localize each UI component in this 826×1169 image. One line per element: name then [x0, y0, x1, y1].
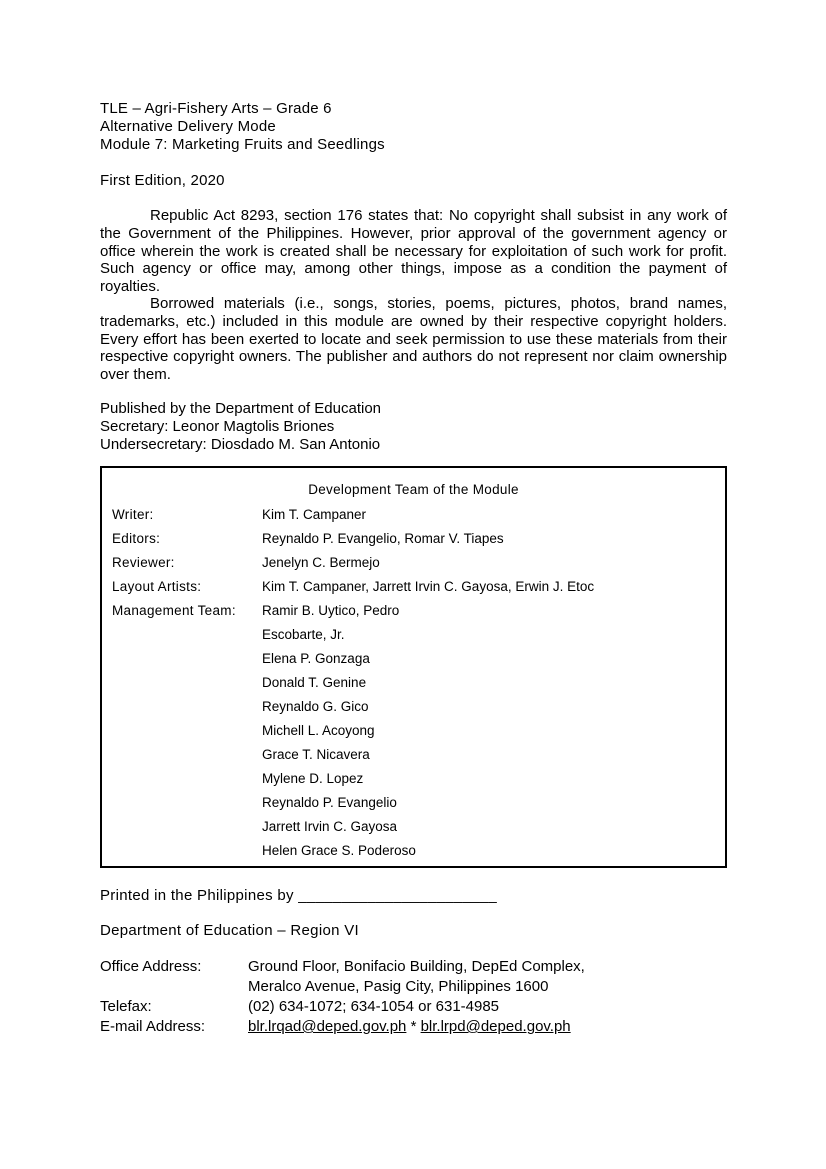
printed-by-line: Printed in the Philippines by _______________________ — [100, 887, 498, 904]
team-member-name: Elena P. Gonzaga — [262, 651, 370, 666]
email-separator: * — [406, 1018, 421, 1035]
team-member-name: Donald T. Genine — [262, 675, 367, 690]
region-line: Department of Education – Region VI — [100, 922, 359, 939]
team-member-name: Kim T. Campaner — [262, 507, 367, 522]
undersecretary-line: Undersecretary: Diosdado M. San Antonio — [100, 436, 381, 453]
team-role-label: Reviewer: — [112, 555, 175, 570]
team-member-name: Michell L. Acoyong — [262, 723, 375, 738]
telefax-label: Telefax: — [100, 998, 152, 1015]
team-member-name: Grace T. Nicavera — [262, 747, 370, 762]
team-member-name: Reynaldo P. Evangelio, Romar V. Tiapes — [262, 531, 504, 546]
team-member-name: Mylene D. Lopez — [262, 771, 364, 786]
office-address-line1: Ground Floor, Bonifacio Building, DepEd Complex, — [248, 958, 585, 975]
secretary-line: Secretary: Leonor Magtolis Briones — [100, 418, 335, 435]
email-addresses — [248, 1018, 571, 1035]
office-address-line2: Meralco Avenue, Pasig City, Philippines 1600 — [248, 978, 549, 995]
team-member-name: Helen Grace S. Poderoso — [262, 843, 416, 858]
team-member-name: Ramir B. Uytico, Pedro — [262, 603, 400, 618]
team-role-label: Writer: — [112, 507, 154, 522]
telefax-value: (02) 634-1072; 634-1054 or 631-4985 — [248, 998, 500, 1015]
team-member-name: Escobarte, Jr. — [262, 627, 345, 642]
email-link-lrqad[interactable]: blr.lrqad@deped.gov.ph — [248, 1018, 407, 1035]
module-subject-line: TLE – Agri-Fishery Arts – Grade 6 — [100, 100, 332, 117]
email-label: E-mail Address: — [100, 1018, 206, 1035]
team-member-name: Jarrett Irvin C. Gayosa — [262, 819, 398, 834]
team-role-label: Layout Artists: — [112, 579, 202, 594]
team-member-name: Reynaldo P. Evangelio — [262, 795, 397, 810]
development-team-box — [100, 466, 727, 868]
borrowed-materials-paragraph: Borrowed materials (i.e., songs, stories, poems, pictures, photos, brand names, trademarks, etc.) included in this module are owned by their respective copyright holders. Every effort has been exerted to locate and seek permission to use these materials from their respective copyright owners. The publisher and authors do not represent nor claim ownership over them. — [100, 295, 727, 384]
team-member-name: Kim T. Campaner, Jarrett Irvin C. Gayosa, Erwin J. Etoc — [262, 579, 595, 594]
team-box-title: Development Team of the Module — [308, 482, 519, 497]
edition-line: First Edition, 2020 — [100, 172, 225, 189]
publisher-line: Published by the Department of Education — [100, 400, 382, 417]
team-role-label: Management Team: — [112, 603, 236, 618]
module-title-line: Module 7: Marketing Fruits and Seedlings — [100, 136, 385, 153]
team-role-label: Editors: — [112, 531, 161, 546]
email-link-lrpd[interactable]: blr.lrpd@deped.gov.ph — [420, 1018, 571, 1035]
delivery-mode-line: Alternative Delivery Mode — [100, 118, 276, 135]
office-address-label: Office Address: — [100, 958, 202, 975]
team-member-name: Jenelyn C. Bermejo — [262, 555, 380, 570]
team-member-name: Reynaldo G. Gico — [262, 699, 369, 714]
copyright-paragraph: Republic Act 8293, section 176 states that: No copyright shall subsist in any work of the Government of the Philippines. However, prior approval of the government agency or office wherein the work is created shall be necessary for exploitation of such work for profit. Such agency or office may, among other things, impose as a condition the payment of royalties. — [100, 207, 727, 296]
